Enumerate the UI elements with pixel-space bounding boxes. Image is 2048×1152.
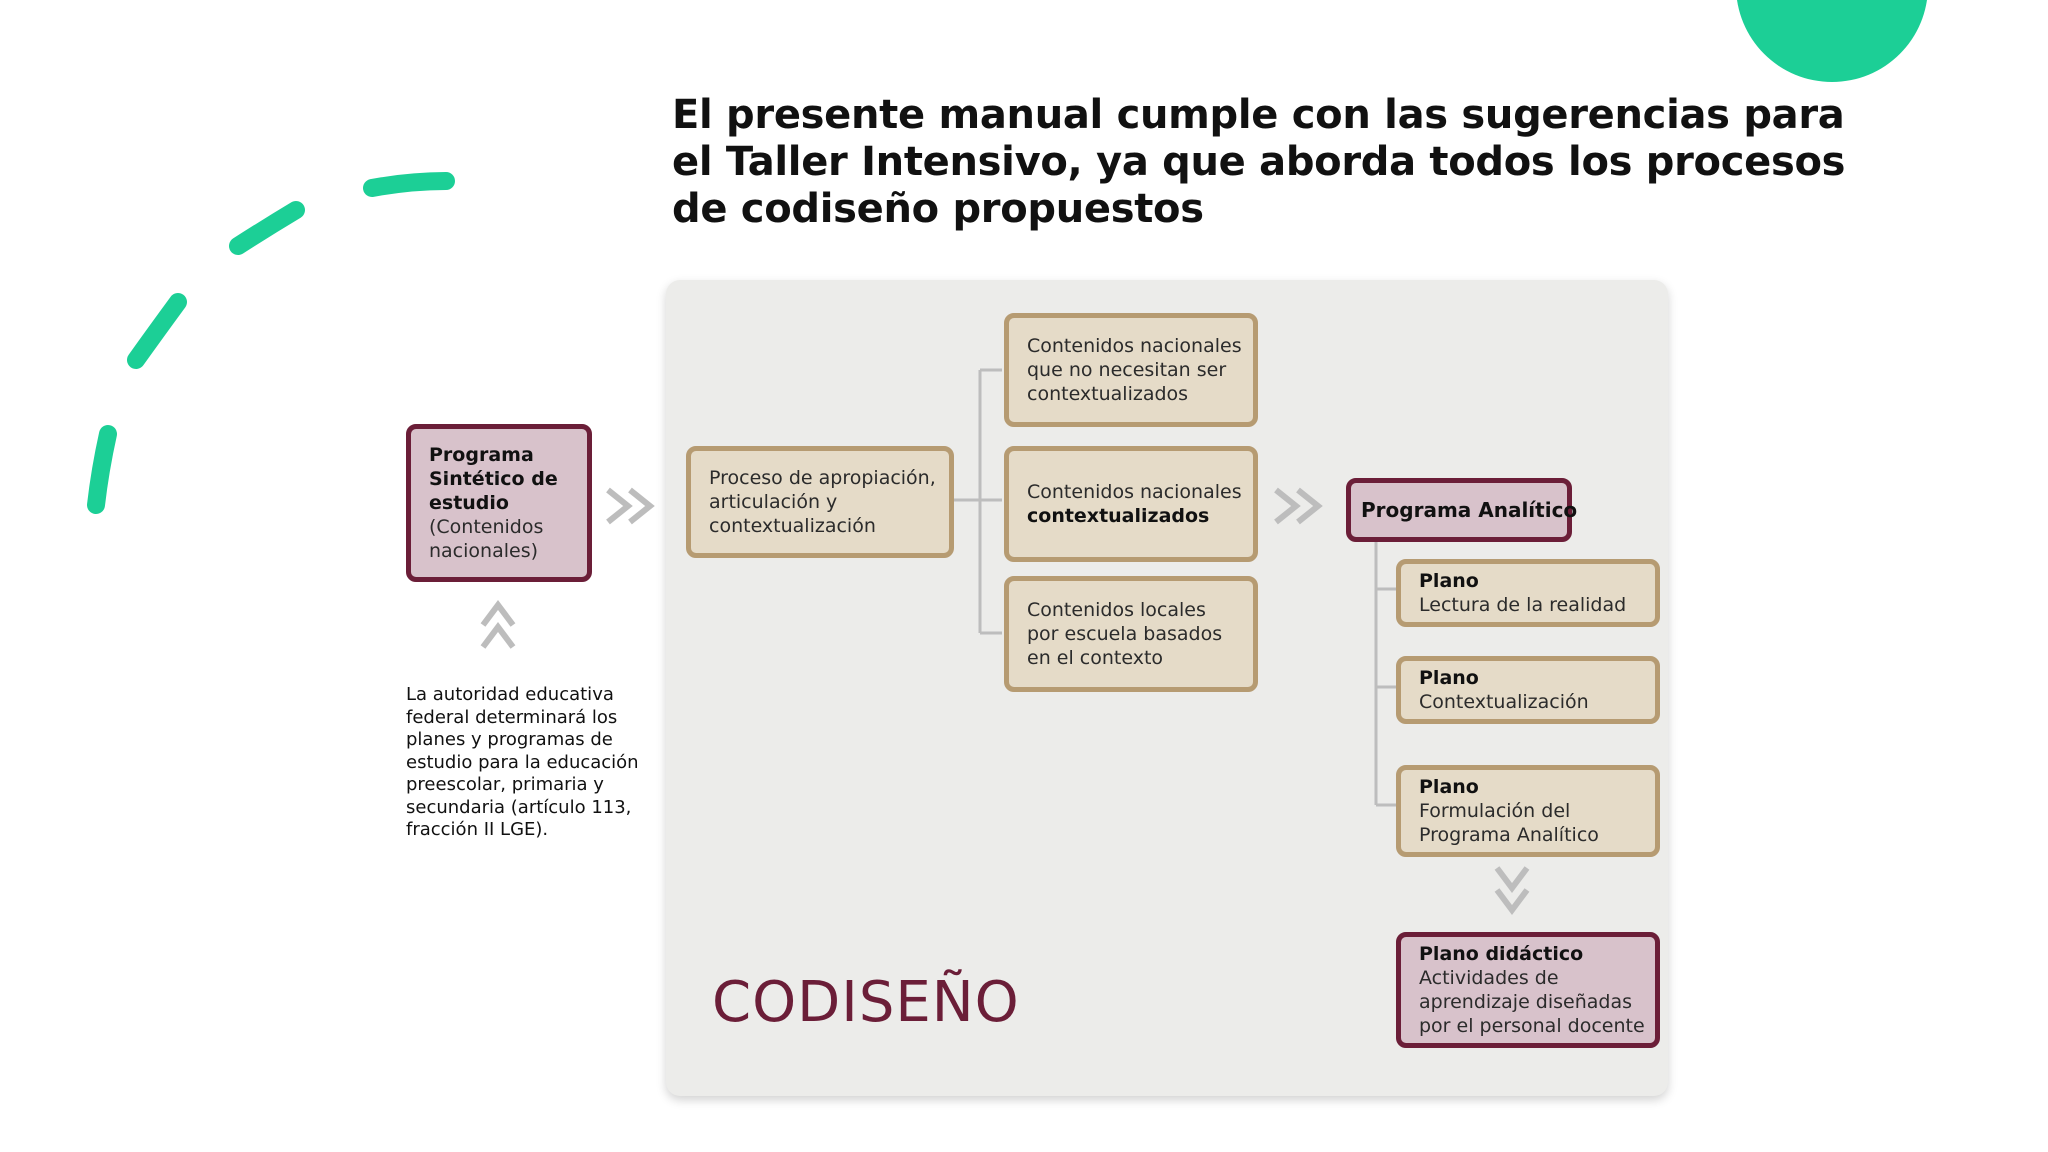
box-text: Formulación del [1419,800,1571,822]
box-text: contextualizados [1027,383,1189,405]
box-text: Proceso de apropiación, [709,467,936,489]
box-title: estudio [429,492,509,514]
box-text: en el contexto [1027,647,1164,669]
heading-line: el Taller Intensivo, ya que aborda todos los procesos [672,139,1846,185]
box-title: contextualizados [1027,505,1210,527]
box-title: Plano [1419,667,1479,689]
legal-note [406,684,666,842]
tree-connector-left [950,370,1002,633]
box-text: articulación y [709,491,838,513]
double-chevron-down-icon [1497,868,1527,910]
note-line: preescolar, primaria y [406,774,604,795]
box-text: Lectura de la realidad [1419,594,1627,616]
box-text: Contextualización [1419,691,1589,713]
box-text: por escuela basados [1027,623,1223,645]
box-text: por el personal docente [1419,1015,1645,1037]
double-chevron-right-icon [608,490,650,522]
tree-connector-right [1376,541,1396,805]
heading-line: El presente manual cumple con las sugerencias para [672,92,1845,138]
box-title: Plano [1419,776,1479,798]
heading-line: de codiseño propuestos [672,186,1204,232]
note-line: secundaria (artículo 113, [406,796,632,818]
note-line: fracción II LGE). [406,819,549,840]
box-text: Contenidos nacionales [1027,481,1242,503]
box-title: Programa Analítico [1361,498,1578,522]
box-text: Contenidos locales [1027,599,1206,621]
contenidos-no-contextualizados-box [1004,313,1258,427]
double-chevron-up-icon [483,605,513,647]
box-text: (Contenidos [429,516,544,538]
plano-lectura-box [1396,559,1660,627]
plano-contextualizacion-box [1396,656,1660,724]
plano-didactico-box [1396,932,1660,1048]
box-text: Programa Analítico [1419,824,1599,846]
note-line: La autoridad educativa [406,684,614,705]
box-title: Programa [429,444,534,466]
note-line: estudio para la educación [406,751,639,773]
contenidos-contextualizados-box [1004,446,1258,562]
box-title: Plano didáctico [1419,943,1584,965]
plano-formulacion-box [1396,765,1660,857]
note-line: federal determinará los [406,706,618,728]
contenidos-locales-box [1004,576,1258,692]
box-text: que no necesitan ser [1027,359,1227,381]
box-text: aprendizaje diseñadas [1419,991,1633,1013]
box-text: Actividades de [1419,967,1559,989]
codiseno-label: CODISEÑO [712,970,1020,1035]
programa-analitico-box [1346,478,1578,542]
box-title: Sintético de [429,468,558,490]
note-line: planes y programas de [406,729,613,750]
box-text: contextualización [709,515,876,537]
box-text: nacionales) [429,540,538,562]
box-text: Contenidos nacionales [1027,335,1242,357]
programa-sintetico-box [406,424,592,582]
box-title: Plano [1419,570,1479,592]
double-chevron-right-icon [1276,490,1318,522]
proceso-apropiacion-box [686,446,954,558]
